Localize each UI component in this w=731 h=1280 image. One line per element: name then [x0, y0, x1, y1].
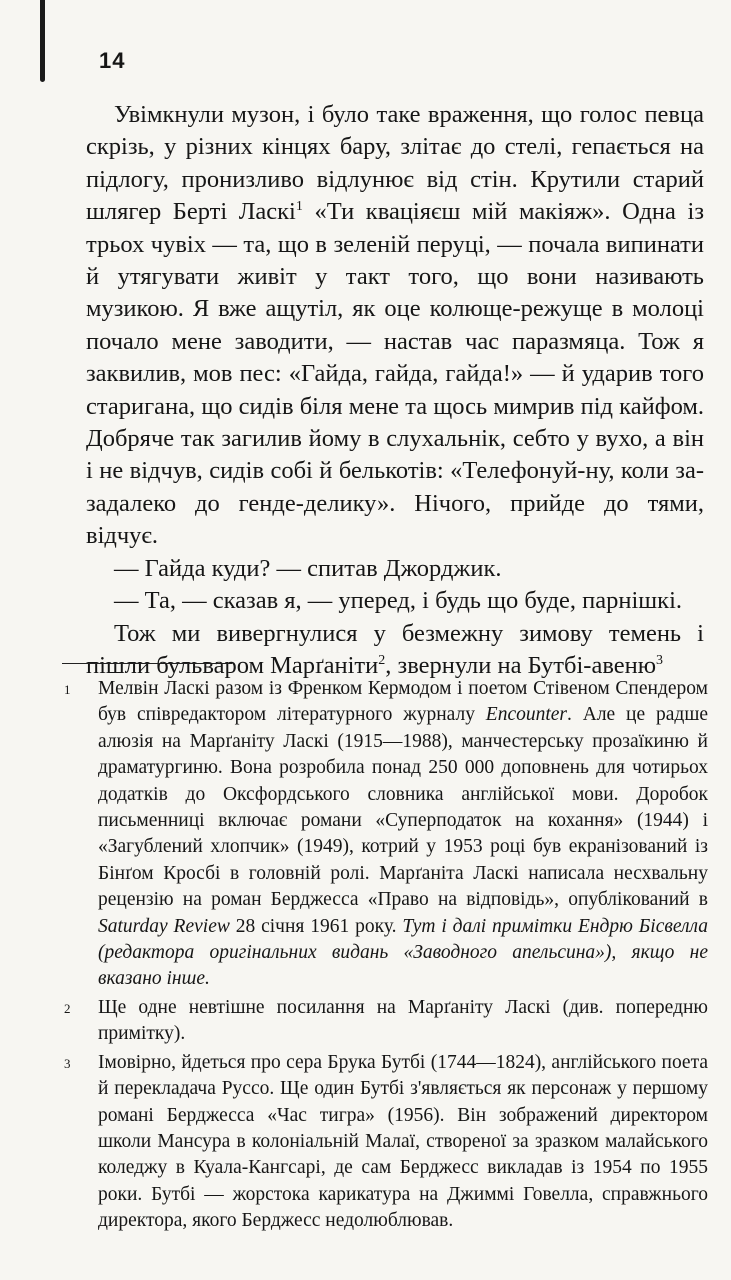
- text-run: — Та, — сказав я, — уперед, і будь що буде, парнішкі.: [114, 587, 683, 615]
- binding-edge: [40, 0, 45, 82]
- footnote-marker: 2: [64, 1000, 71, 1016]
- footnote: [64, 1050, 708, 1235]
- text-run: Імовірно, йдеться про сера Брука Бутбі (1744—1824), англійського поета й перекладача Руссо. Ще один Бутбі з'являється як персонаж у першому романі Берджесса «Час тигра» (1956). Він зображений директором школи Мансура в колоніальній Малаї, створеної за зразком малайського коледжу в Куала-Кангсарі, де сам Берджесс викладав із 1954 по 1955 роки. Бутбі — жорстока карикатура на Джиммі Говелла, справжнього директора, якого Берджесс недолюблював.: [98, 1051, 708, 1232]
- text-run: Мелвін Ласкі разом із Френком Кермодом і поетом Стівеном Спендером був співредактором літературного журналу: [98, 678, 708, 726]
- text-run: Ще одне невтішне посилання на Марґаніту Ласкі (див. попередню примітку).: [98, 996, 708, 1045]
- text-run: Тож ми вивергнулися у безмежну зимову темень і пішли бульваром Марґаніти: [86, 619, 704, 679]
- page-number: 14: [99, 48, 126, 73]
- italic-text-run: Тут і далі примітки Ендрю Бісвелла (редактора оригінальних видань «Заводного апельсина»), якщо не вказано інше.: [98, 915, 708, 990]
- paragraph: [86, 553, 704, 585]
- footnote: [64, 676, 708, 993]
- footnotes: [64, 676, 708, 1237]
- text-run: 28 січня 1961 року.: [229, 915, 403, 937]
- text-run: — Гайда куди? — спитав Джорджик.: [114, 554, 502, 582]
- paragraph: [86, 585, 704, 617]
- footnote-reference: 3: [656, 652, 664, 668]
- footnote-reference: 2: [378, 652, 386, 668]
- text-run: «Ти кваціяєш мій макіяж». Одна із трьох чувіх — та, що в зеленій перуці, — почала випинати й утягувати живіт у такт того, що вони називають музикою. Я вже ащутіл, як оце колюще-режуще в молоці почало мене заводити, — настав час паразмяца. Тож я заквилив, мов пес: «Гайда, гайда, гайда!» — й ударив того старигана, що сидів біля мене та щось мимрив під кайфом. Добряче так загилив йому в слухальнік, себто у вухо, а він і не відчув, сидів собі й белькотів: «Телефонуй-ну, коли за-задалеко до генде-делику». Нічого, прийде до тями, відчує.: [86, 198, 705, 550]
- footnote-separator: [62, 663, 232, 664]
- text-run: . Але це радше алюзія на Марґаніту Ласкі (1915—1988), манчестерську прозаїкиню й драматургиню. Вона розробила понад 250 000 доповнень для чотирьох додатків до Оксфордського словника англійської мови. Доробок письменниці включає романи «Суперподаток на кохання» (1944) і «Загублений хлопчик» (1949), котрий у 1953 році був екранізований із Бінґом Кросбі в головній ролі. Марґаніта Ласкі написала несхвальну рецензію на роман Берджесса «Право на відповідь», опублікований в: [98, 704, 708, 911]
- text-run: Увімкнули музон, і було таке враження, що голос певца скрізь, у різних кінцях бару, злітає до стелі, гепається на підлогу, пронизливо відлунює від стін. Крутили старий шлягер Берті Ласкі: [86, 101, 704, 226]
- footnote-marker: 3: [64, 1055, 71, 1071]
- footnote-marker: 1: [64, 682, 71, 697]
- italic-text-run: Saturday Review: [98, 915, 230, 937]
- text-run: , звернули на Бутбі-авеню: [385, 651, 657, 679]
- italic-text-run: Encounter: [485, 704, 568, 726]
- paragraph: [86, 99, 704, 553]
- main-text: [86, 99, 704, 682]
- footnote-reference: 1: [295, 199, 303, 215]
- footnote: [64, 995, 708, 1048]
- paragraph: [86, 618, 704, 683]
